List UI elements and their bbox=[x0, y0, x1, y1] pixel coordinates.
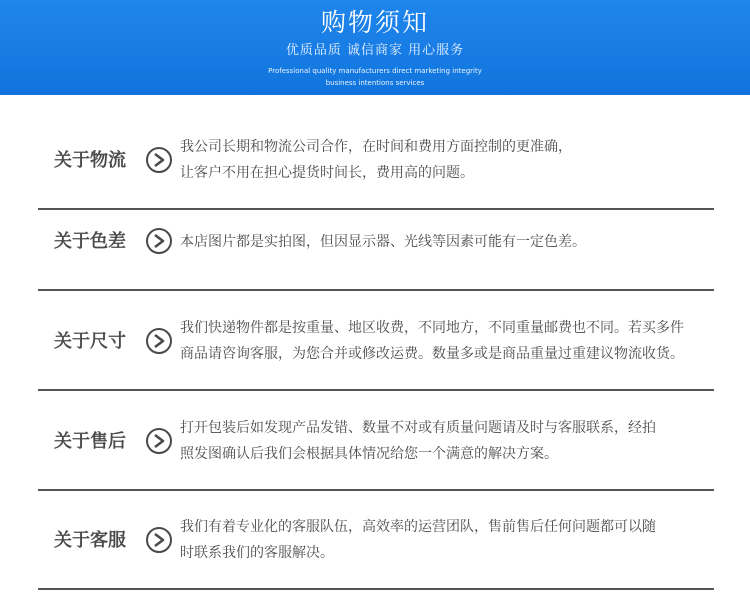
section-text bbox=[180, 134, 710, 186]
section-text bbox=[180, 229, 710, 255]
section-after-sales bbox=[38, 391, 714, 491]
section-divider bbox=[38, 588, 714, 590]
section-heading: 关于物流 bbox=[54, 150, 126, 171]
section-heading: 关于客服 bbox=[54, 530, 126, 551]
circled-chevron-right-icon bbox=[145, 327, 173, 355]
section-size bbox=[38, 291, 714, 391]
section-heading: 关于色差 bbox=[54, 231, 126, 252]
section-text bbox=[180, 315, 710, 367]
circled-chevron-right-icon bbox=[145, 427, 173, 455]
banner-english-line-1: Professional quality manufacturers direct marketing integrity bbox=[268, 67, 482, 75]
section-text-line-2: 让客户不用在担心提货时间长，费用高的问题。 bbox=[180, 165, 474, 181]
banner-english-line-2: business intentions services bbox=[325, 79, 425, 87]
section-customer-service bbox=[38, 490, 714, 590]
section-text bbox=[180, 514, 710, 566]
section-text-line-1: 本店图片都是实拍图，但因显示器、光线等因素可能有一定色差。 bbox=[180, 234, 586, 250]
section-text-line-1: 我们有着专业化的客服队伍，高效率的运营团队，售前售后任何问题都可以随 bbox=[180, 519, 656, 535]
section-text-line-1: 我们快递物件都是按重量、地区收费，不同地方，不同重量邮费也不同。若买多件 bbox=[180, 320, 684, 336]
banner-english-text bbox=[0, 65, 750, 89]
circled-chevron-right-icon bbox=[145, 146, 173, 174]
section-text-line-1: 打开包装后如发现产品发错、数量不对或有质量问题请及时与客服联系，经拍 bbox=[180, 420, 656, 436]
section-text-line-2: 照发图确认后我们会根据具体情况给您一个满意的解决方案。 bbox=[180, 446, 558, 462]
circled-chevron-right-icon bbox=[145, 526, 173, 554]
section-text-line-1: 我公司长期和物流公司合作，在时间和费用方面控制的更准确， bbox=[180, 139, 572, 155]
section-text-line-2: 商品请咨询客服，为您合并或修改运费。数量多或是商品重量过重建议物流收货。 bbox=[180, 346, 684, 362]
section-text-line-2: 时联系我们的客服解决。 bbox=[180, 545, 334, 561]
section-text bbox=[180, 415, 710, 467]
section-heading: 关于售后 bbox=[54, 431, 126, 452]
header-banner bbox=[0, 0, 750, 95]
circled-chevron-right-icon bbox=[145, 227, 173, 255]
banner-title: 购物须知 bbox=[320, 8, 429, 37]
section-color-difference bbox=[38, 191, 714, 291]
banner-subtitle: 优质品质 诚信商家 用心服务 bbox=[285, 43, 465, 58]
section-heading: 关于尺寸 bbox=[54, 331, 126, 352]
